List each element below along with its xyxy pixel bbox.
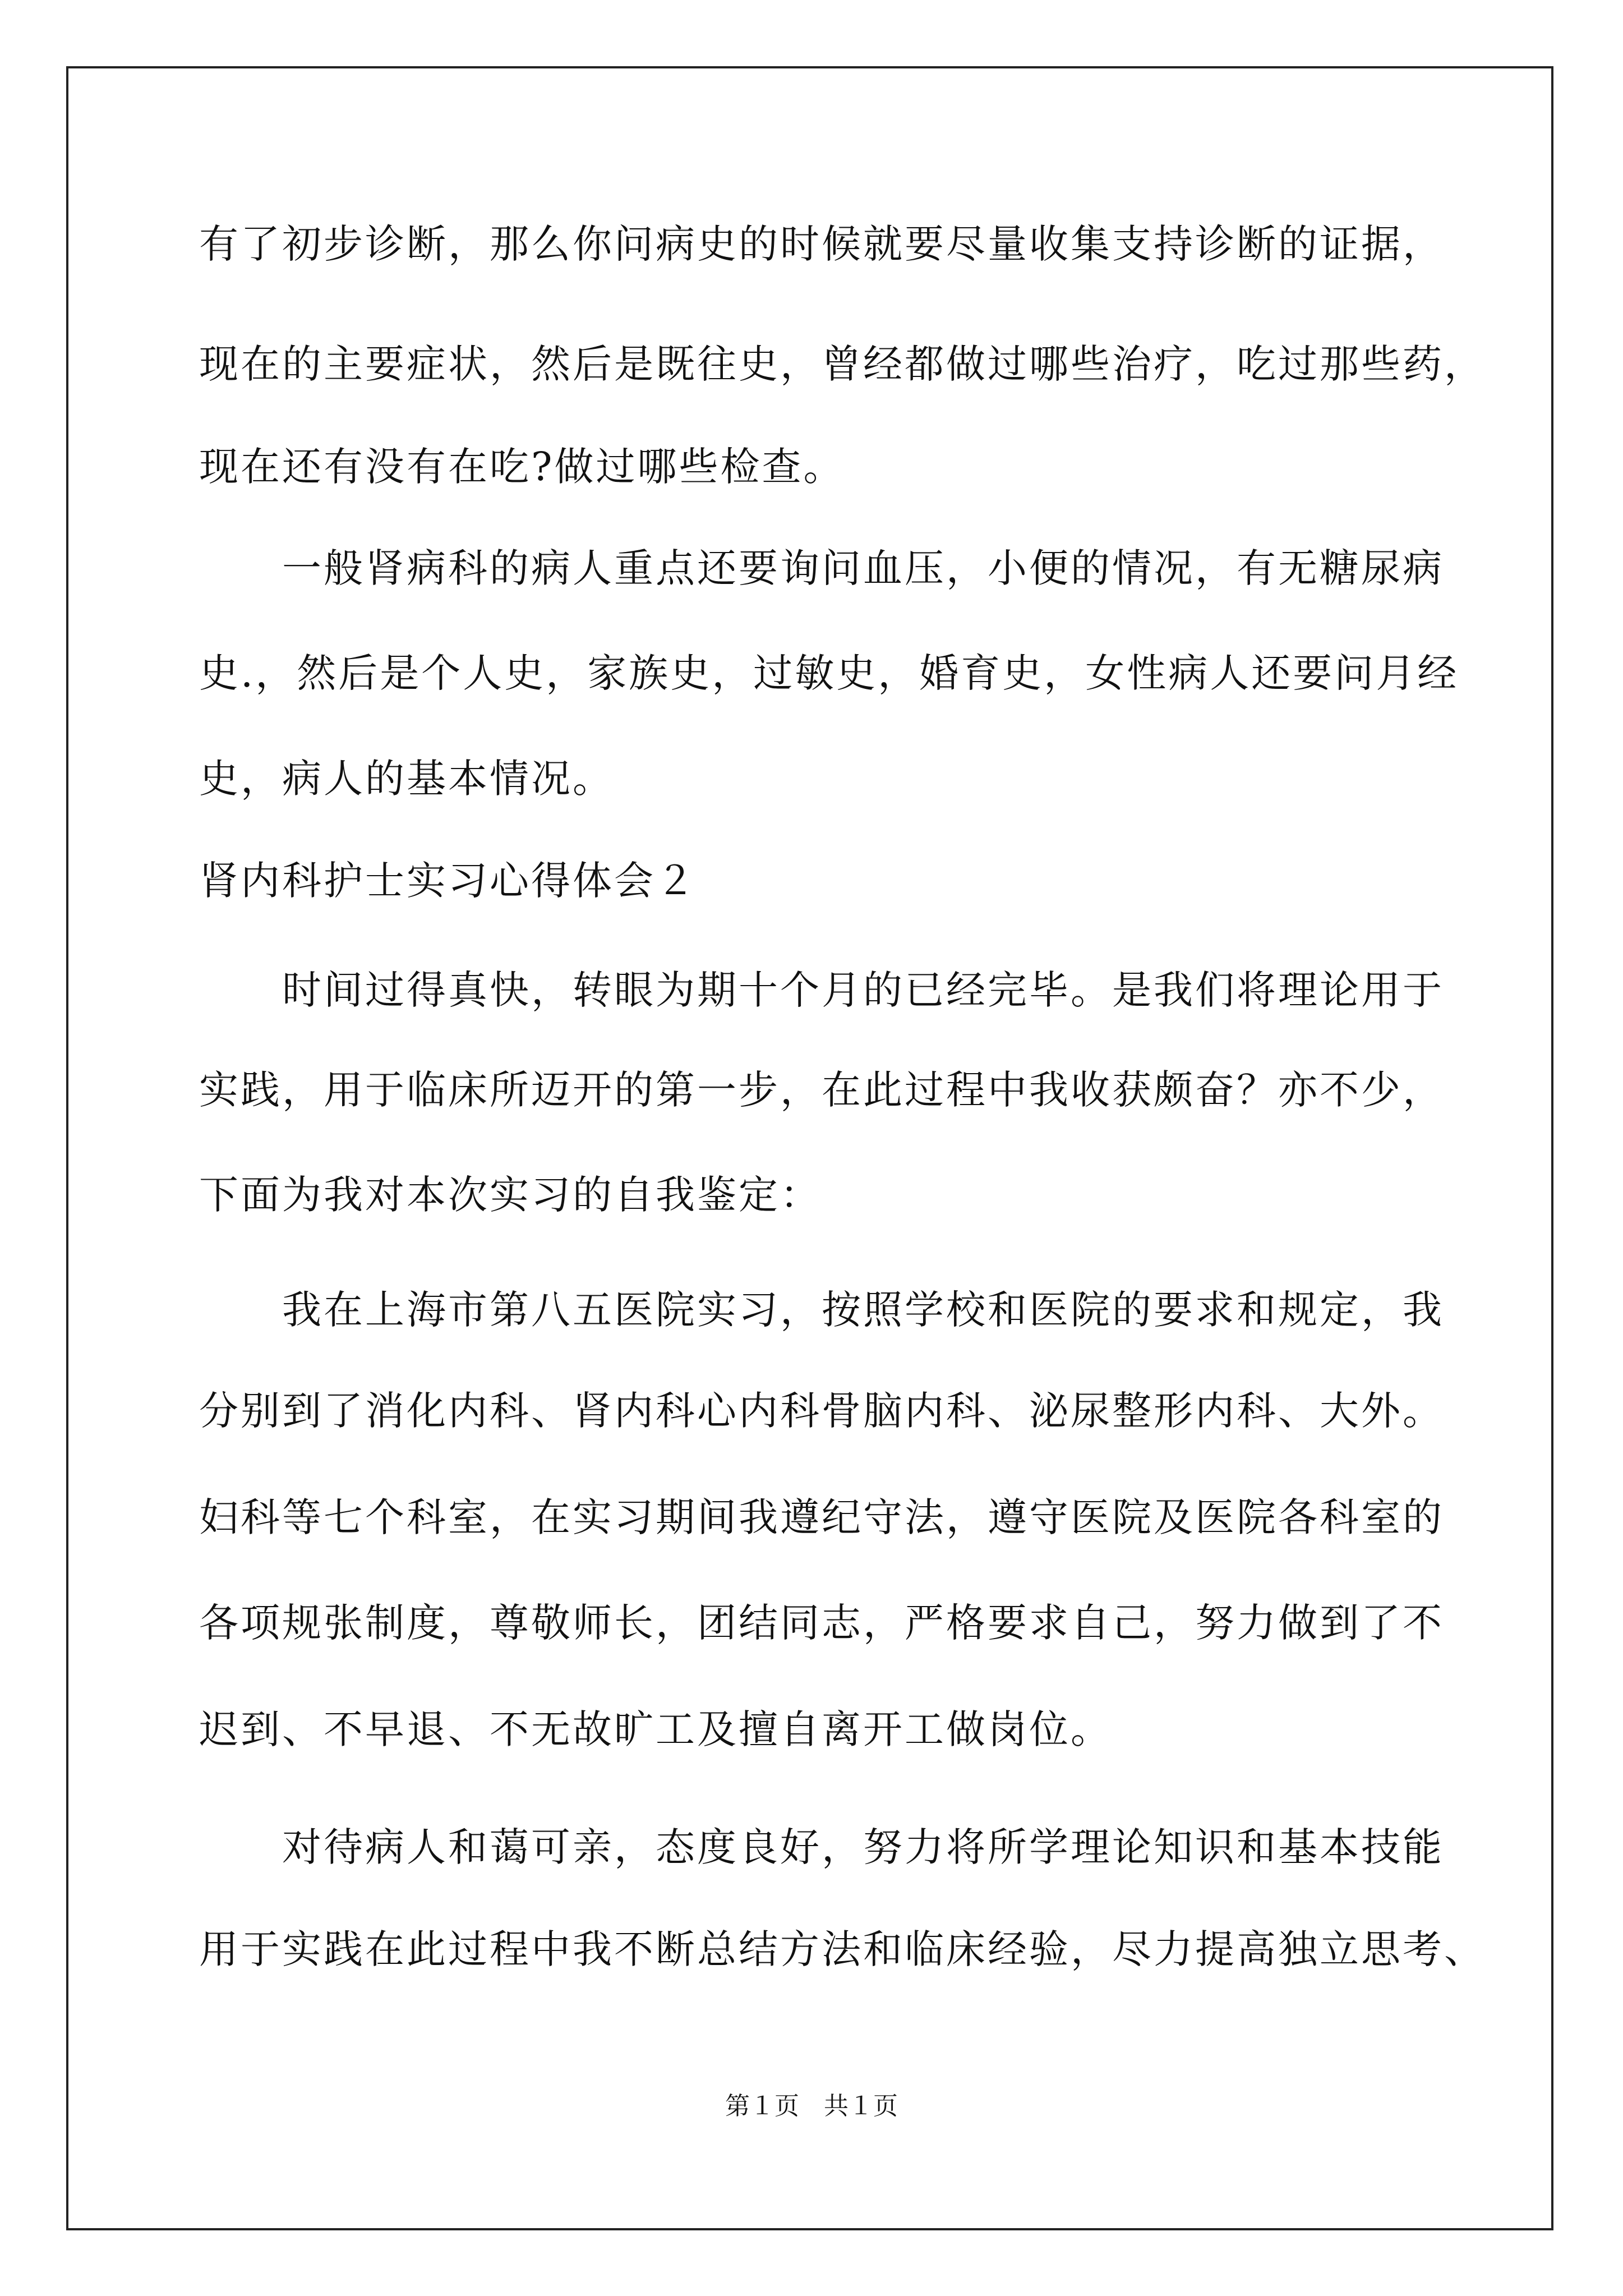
text-line: 分别到了消化内科、肾内科心内科骨脑内科、泌尿整形内科、大外。 (199, 1388, 1444, 1434)
text-line: 我在上海市第八五医院实习，按照学校和医院的要求和规定，我 (199, 1287, 1444, 1333)
text-line: 实践，用于临床所迈开的第一步，在此过程中我收获颇奋？亦不少， (199, 1067, 1444, 1113)
text-line: 下面为我对本次实习的自我鉴定： (199, 1172, 822, 1218)
text-line: 各项规张制度，尊敬师长，团结同志，严格要求自己，努力做到了不 (199, 1600, 1444, 1646)
section-heading: 肾内科护士实习心得体会２ (199, 858, 697, 904)
text-line: 现在还有没有在吃?做过哪些检查。 (199, 444, 845, 490)
page-footer: 第１页 共１页 (725, 2092, 898, 2120)
text-line: 对待病人和蔼可亲，态度良好，努力将所学理论知识和基本技能 (199, 1824, 1444, 1870)
text-line: 有了初步诊断，那么你问病史的时候就要尽量收集支持诊断的证据， (199, 221, 1444, 267)
text-line: 史.，然后是个人史，家族史，过敏史，婚育史，女性病人还要问月经 (199, 650, 1459, 696)
text-line: 一般肾病科的病人重点还要询问血压，小便的情况，有无糖尿病 (199, 545, 1444, 591)
text-line: 迟到、不早退、不无故旷工及擅自离开工做岗位。 (199, 1706, 1112, 1752)
text-line: 现在的主要症状，然后是既往史，曾经都做过哪些治疗，吃过那些药， (199, 341, 1486, 387)
text-line: 时间过得真快，转眼为期十个月的已经完毕。是我们将理论用于 (199, 967, 1444, 1013)
text-line: 史，病人的基本情况。 (199, 756, 614, 802)
page-border (66, 66, 1553, 2230)
text-line: 妇科等七个科室，在实习期间我遵纪守法，遵守医院及医院各科室的 (199, 1494, 1444, 1540)
text-line: 用于实践在此过程中我不断总结方法和临床经验，尽力提高独立思考、 (199, 1926, 1486, 1972)
